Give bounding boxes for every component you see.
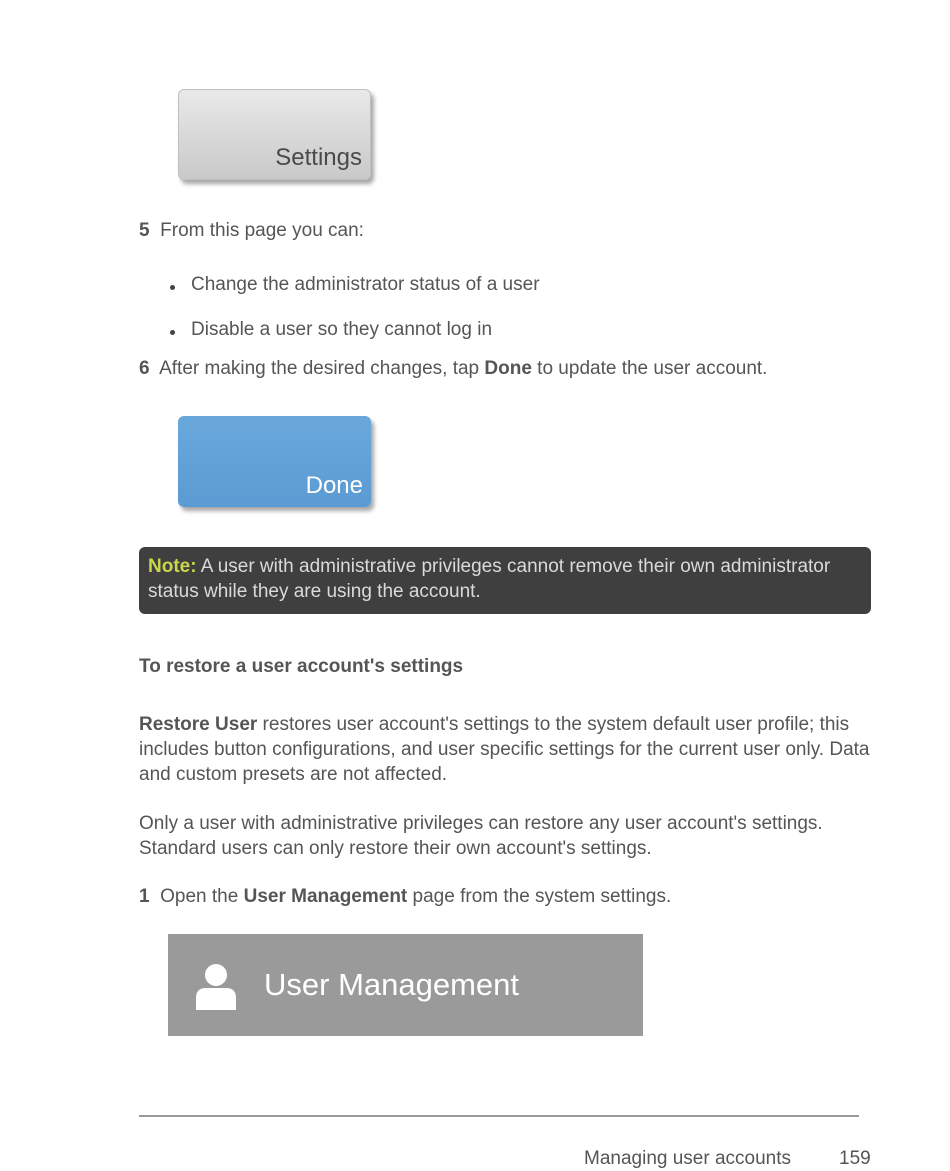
settings-button-label: Settings [275, 144, 362, 171]
note-text: A user with administrative privileges cannot remove their own administrator status while they are using the account. [148, 556, 831, 602]
bullet-dot [170, 330, 175, 335]
step-number: 5 [139, 220, 150, 241]
paragraph-privileges: Only a user with administrative privileges can restore any user account's settings. Standard users can only restore their own account's settings. [139, 813, 823, 859]
bullet-item: Disable a user so they cannot log in [191, 319, 493, 340]
user-management-label: User Management [264, 967, 520, 1002]
done-button-label: Done [305, 472, 363, 499]
step-number: 1 [139, 886, 150, 907]
footer-section-title: Managing user accounts [584, 1148, 792, 1169]
person-icon [194, 962, 238, 1010]
step-number: 6 [139, 358, 150, 379]
done-button-image [178, 416, 371, 507]
step-text: Open the [160, 886, 244, 907]
step-bold: User Management [243, 886, 408, 907]
step-1 [139, 884, 671, 909]
user-management-image [168, 934, 643, 1036]
paragraph-bold: Restore User [139, 714, 258, 735]
footer-divider [139, 1115, 859, 1117]
paragraph-restore-user [139, 712, 874, 787]
step-5 [139, 218, 364, 243]
note-label: Note: [148, 556, 197, 577]
section-heading: To restore a user account's settings [139, 656, 464, 677]
step-text: After making the desired changes, tap [159, 358, 485, 379]
bullet-dot [170, 285, 175, 290]
page-number: 159 [839, 1148, 871, 1169]
step-text: From this page you can: [160, 220, 364, 241]
step-text: page from the system settings. [407, 886, 672, 907]
bullet-item: Change the administrator status of a user [191, 274, 540, 295]
step-bold: Done [484, 358, 532, 379]
step-6 [139, 356, 767, 381]
paragraph-text: restores user account's settings to the system default user profile; this includes button configurations, and user specific settings for the current user only. Data and custom presets are not affected. [139, 714, 870, 785]
step-text: to update the user account. [531, 358, 768, 379]
note-box [139, 547, 871, 614]
settings-button-image [178, 89, 371, 180]
